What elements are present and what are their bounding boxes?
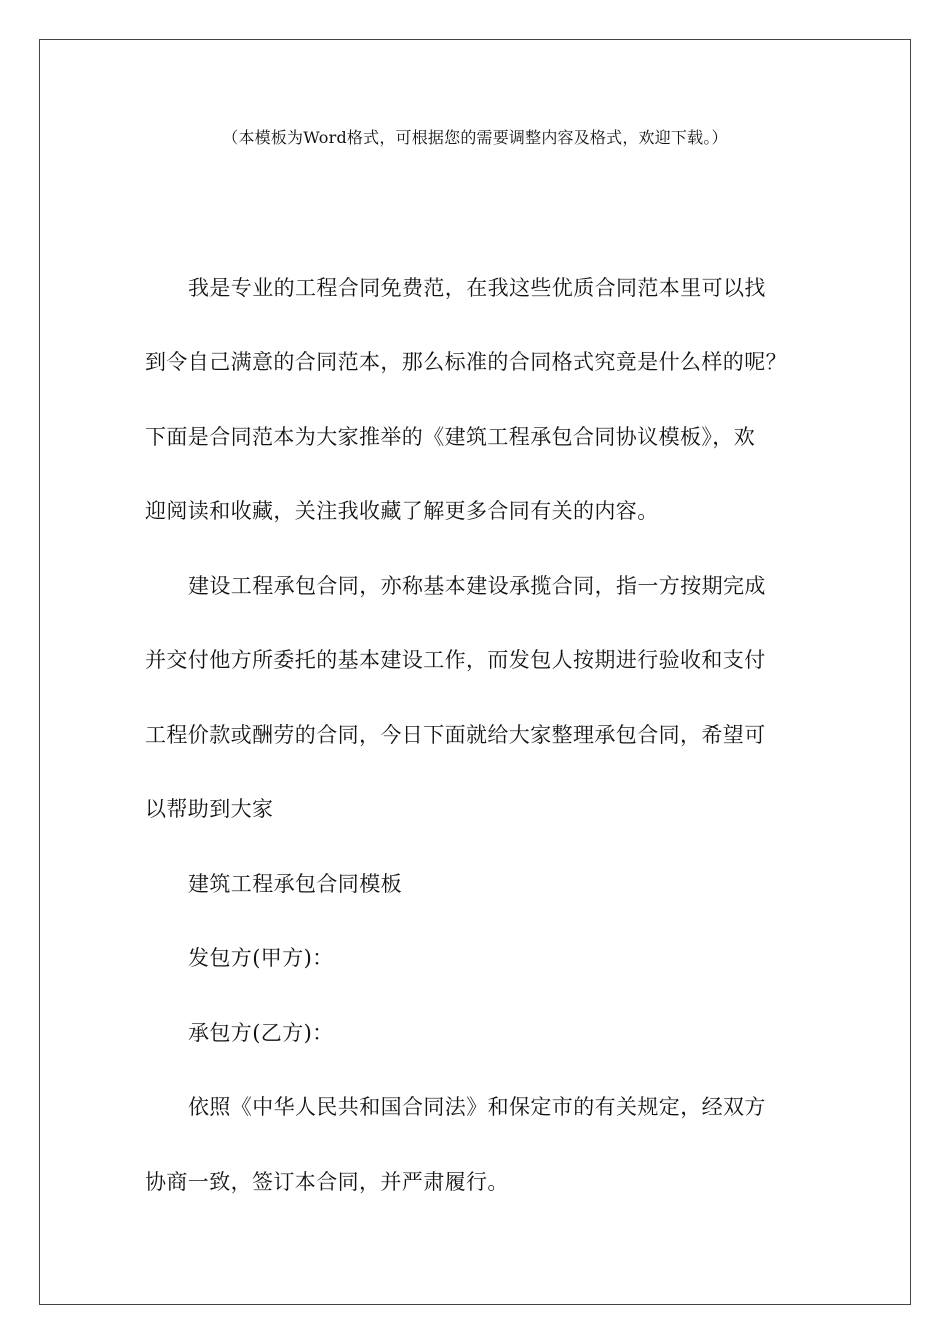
paragraph-2-line-1: 建设工程承包合同，亦称基本建设承揽合同，指一方按期完成: [188, 574, 766, 598]
paragraph-1-line-2: 到令自己满意的合同范本，那么标准的合同格式究竟是什么样的呢？: [145, 350, 787, 374]
party-b-label: 承包方(乙方)：: [188, 1021, 334, 1045]
paragraph-2-line-2: 并交付他方所委托的基本建设工作，而发包人按期进行验收和支付: [145, 648, 766, 672]
contract-title: 建筑工程承包合同模板: [188, 872, 402, 896]
paragraph-2-line-3: 工程价款或酬劳的合同，今日下面就给大家整理承包合同，希望可: [145, 723, 766, 747]
paragraph-1-line-1: 我是专业的工程合同免费范，在我这些优质合同范本里可以找: [188, 276, 766, 300]
party-a-label: 发包方(甲方)：: [188, 946, 334, 970]
paragraph-1-line-3: 下面是合同范本为大家推举的《建筑工程承包合同协议模板》，欢: [145, 425, 756, 449]
template-format-note: （本模板为Word格式，可根据您的需要调整内容及格式，欢迎下载。）: [222, 128, 728, 147]
paragraph-2-line-4: 以帮助到大家: [145, 797, 274, 821]
paragraph-3-line-2: 协商一致，签订本合同，并严肃履行。: [145, 1170, 509, 1194]
paragraph-3-line-1: 依照《中华人民共和国合同法》和保定市的有关规定，经双方: [188, 1095, 766, 1119]
paragraph-1-line-4: 迎阅读和收藏，关注我收藏了解更多合同有关的内容。: [145, 499, 659, 523]
